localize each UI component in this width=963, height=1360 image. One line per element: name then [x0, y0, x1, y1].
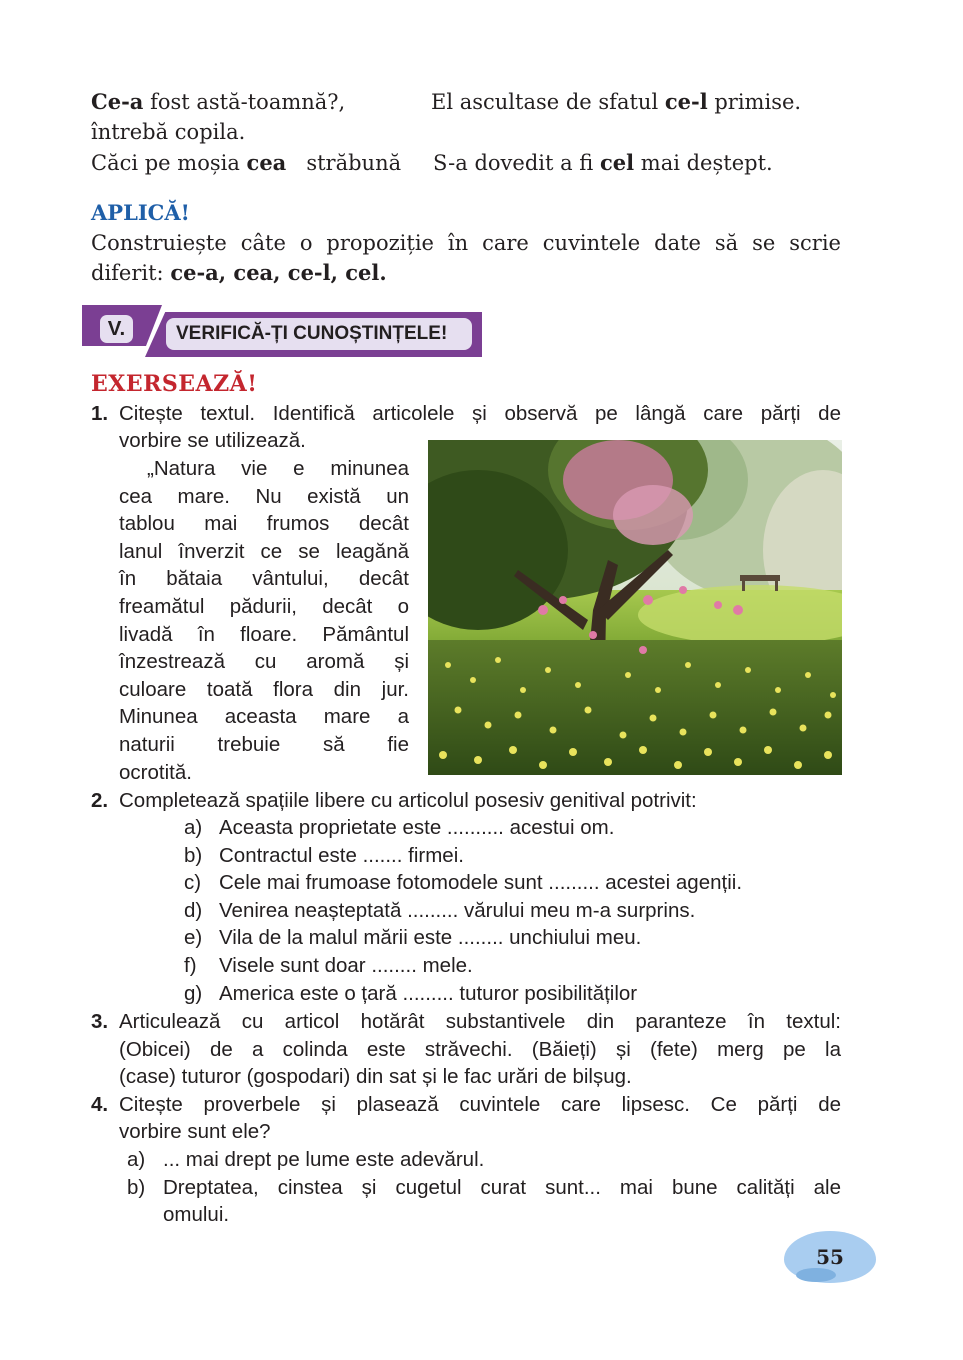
ex3-line-2: (Obicei) de a colinda este străvechi. (Băieți) și (fete) merg pe la	[119, 1038, 841, 1061]
ex4-number: 4.	[91, 1093, 109, 1116]
ex1-passage	[119, 455, 409, 786]
passage-line: Minunea aceasta mare a	[119, 705, 409, 729]
ex2-item-letter: a)	[184, 816, 203, 839]
poem-line-1-right: El ascultase de sfatul ce-l primise.	[431, 89, 802, 114]
ex3-line-1: Articulează cu articol hotărât substantivele din paranteze în textul:	[119, 1010, 841, 1033]
passage-line: freamătul pădurii, decât o	[119, 594, 409, 618]
aplica-line-2: diferit: ce-a, cea, ce-l, cel.	[91, 260, 387, 285]
passage-line: în bătaia vântului, decât	[119, 567, 409, 591]
ex3-line-3: (case) tuturor (gospodari) din sat și le fac urări de bilșug.	[119, 1065, 632, 1088]
ex2-item-letter: e)	[184, 926, 203, 950]
poem-line-3-right: S-a dovedit a fi cel mai deștept.	[433, 150, 773, 175]
ex4-b-text-2: omului.	[163, 1203, 230, 1226]
ex2-item-text: Vila de la malul mării este ........ unchiului meu.	[219, 926, 642, 950]
exerseaza-heading: EXERSEAZĂ!	[91, 371, 258, 397]
passage-line: ocrotită.	[119, 760, 192, 784]
ex2-item-text: America este o țară ......... tuturor posibilităților	[219, 981, 638, 1005]
poem-line-2-left: întrebă copila.	[91, 120, 246, 144]
ex4-b-text-1: Dreptatea, cinstea și cugetul curat sunt... mai bune calități ale	[163, 1176, 841, 1199]
ex2-item-text: Contractul este ....... firmei.	[219, 843, 464, 867]
ex2-item-text: Cele mai frumoase fotomodele sunt ......... acestei agenții.	[219, 871, 743, 895]
ex4-b-letter: b)	[127, 1176, 146, 1199]
garden-photo	[428, 440, 842, 775]
passage-line: naturii trebuie să fie	[119, 732, 409, 756]
passage-line: tablou mai frumos decât	[119, 512, 409, 536]
ex3-number: 3.	[91, 1010, 109, 1033]
garden-photo-illustration	[428, 440, 842, 775]
ex2-number: 2.	[91, 789, 109, 812]
ex1-line-1: Citește textul. Identifică articolele și observă pe lângă care părți de	[119, 402, 841, 425]
ex2-intro: Completează spațiile libere cu articolul posesiv genitival potrivit:	[119, 789, 697, 812]
passage-line: cea mare. Nu există un	[119, 484, 409, 508]
ex4-a-text: ... mai drept pe lume este adevărul.	[163, 1148, 485, 1171]
passage-line: „Natura vie e minunea	[147, 457, 409, 480]
ex2-item-letter: b)	[184, 843, 203, 867]
poem-line-1-left: Ce-a fost astă-toamnă?,	[91, 89, 346, 114]
ex2-item-text: Venirea neașteptată ......... vărului meu m-a surprins.	[219, 898, 696, 922]
poem-line-3-left: Căci pe moșia cea străbună	[91, 150, 402, 175]
passage-line: lanul înverzit ce se leagănă	[119, 539, 409, 563]
ex4-line-2: vorbire sunt ele?	[119, 1120, 271, 1143]
ex2-item-letter: d)	[184, 898, 203, 922]
page-number: 55	[816, 1245, 844, 1269]
passage-line: livadă în floare. Pământul	[119, 622, 409, 646]
ex1-number: 1.	[91, 402, 109, 425]
section-title: VERIFICĂ-ȚI CUNOȘTINȚELE!	[166, 318, 472, 350]
ex1-line-2: vorbire se utilizează.	[119, 429, 306, 452]
aplica-heading: APLICĂ!	[91, 200, 190, 225]
ex4-a-letter: a)	[127, 1148, 146, 1171]
ex2-item-text: Visele sunt doar ........ mele.	[219, 953, 473, 977]
ex2-item-letter: g)	[184, 981, 203, 1005]
ex2-item-text: Aceasta proprietate este .......... acestui om.	[219, 816, 615, 839]
passage-line: culoare toată flora din jur.	[119, 677, 409, 701]
ex2-item-letter: c)	[184, 871, 202, 895]
aplica-line-1: Construiește câte o propoziție în care cuvintele date să se scrie	[91, 231, 841, 255]
section-number: V.	[100, 315, 133, 343]
ex2-item-letter: f)	[184, 953, 197, 977]
ex4-line-1: Citește proverbele și plasează cuvintele care lipsesc. Ce părți de	[119, 1093, 841, 1116]
passage-line: înzestrează cu aromă și	[119, 650, 409, 674]
